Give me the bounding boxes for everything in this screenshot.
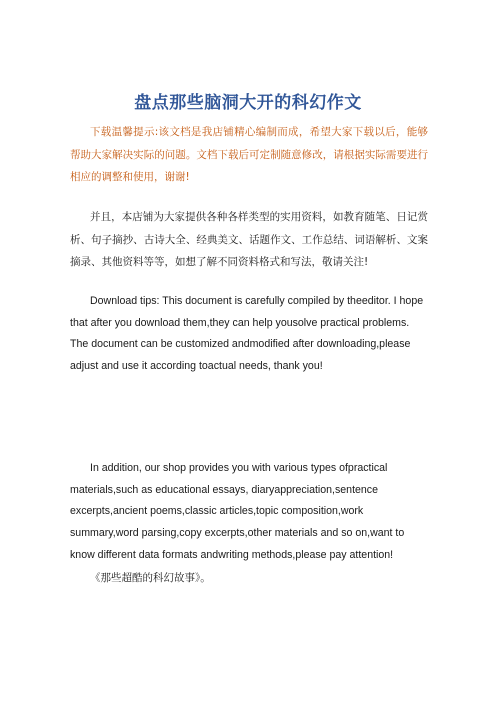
shop-intro-paragraph-cn: 并且，本店铺为大家提供各种各样类型的实用资料，如教育随笔、日记赏析、句子摘抄、古诗大全、经典美文、话题作文、工作总结、词语解析、文案摘录、其他资料等等，如想了解不同资料格式和写法，敬请关注!: [70, 211, 428, 268]
document-title: 盘点那些脑洞大开的科幻作文: [134, 93, 362, 113]
download-tips-paragraph-en: Download tips: This document is carefully compiled by theeditor. I hope that after you download them,they can help yousolve practical problems. The document can be customized andmodified after downloading,please adjust and use it according toactual needs, thank you!: [70, 295, 424, 373]
download-notice-paragraph-cn: 下载温馨提示:该文档是我店铺精心编制而成，希望大家下载以后，能够帮助大家解决实际的问题。文档下载后可定制随意修改，请根据实际需要进行相应的调整和使用，谢谢!: [70, 126, 428, 183]
article-heading-line: 《那些超酷的科幻故事》。: [90, 572, 211, 584]
shop-intro-paragraph-en: In addition, our shop provides you with various types ofpractical materials,such as educational essays, diaryappreciation,sentence excerpts,ancient poems,classic articles,topic composition,work summary,word parsing,copy excerpts,other materials and so on,want to know different data formats andwriting methods,please pay attention!: [70, 462, 405, 561]
